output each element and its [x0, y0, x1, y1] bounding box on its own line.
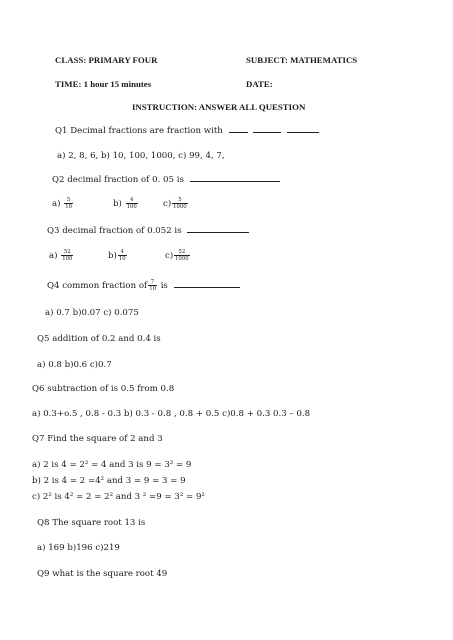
q1-blank-1: [229, 131, 248, 133]
q3-fraction-c: $\frac{52}{1000}$: [175, 249, 189, 262]
q9-question: Q9 what is the square root 49: [37, 569, 168, 579]
q8-question: Q8 The square root 13 is: [37, 518, 146, 528]
q6-question: Q6 subtraction of is 0.5 from 0.8: [32, 384, 175, 394]
q6-options: a) 0.3+o.5 , 0.8 - 0.3 b) 0.3 - 0.8 , 0.8 + 0.5 c)0.8 + 0.3 0.3 – 0.8: [32, 409, 311, 419]
q3-question: [47, 226, 249, 236]
q7-question: Q7 Find the square of 2 and 3: [32, 434, 163, 444]
q7-answer-b: b) 2 is 4 = 2 =4² and 3 = 9 = 3 = 9: [32, 476, 186, 486]
q2-option-c: c) $\frac{5}{1000}$: [163, 197, 187, 210]
q3-text: Q3 decimal fraction of 0.052 is: [47, 226, 182, 236]
q7-answer-a: a) 2 is 4 = 2² = 4 and 3 is 9 = 3² = 9: [32, 460, 192, 470]
q4-blank: [174, 286, 240, 288]
q2-option-b: b) $\frac{4}{100}$: [113, 197, 137, 210]
q2-fraction-c: $\frac{5}{1000}$: [173, 197, 187, 210]
q2-text: Q2 decimal fraction of 0. 05 is: [52, 175, 184, 185]
q3-option-b: b) $\frac{4}{10}$: [108, 249, 126, 262]
q3-option-c: c) $\frac{52}{1000}$: [165, 249, 189, 262]
subject-label: SUBJECT: MATHEMATICS: [246, 55, 358, 65]
q2-option-a: a) $\frac{5}{10}$: [52, 197, 72, 210]
q1-question: [55, 126, 319, 136]
q2-fraction-b: $\frac{4}{100}$: [126, 197, 137, 210]
q1-blank-3: [287, 131, 319, 133]
q8-options: a) 169 b)196 c)219: [37, 543, 120, 553]
q2-fraction-a: $\frac{5}{10}$: [65, 197, 72, 210]
q1-blank-2: [253, 131, 281, 133]
q3-fraction-a: $\frac{52}{100}$: [62, 249, 73, 262]
q3-option-a: a) $\frac{52}{100}$: [49, 249, 73, 262]
q5-options: a) 0.8 b)0.6 c)0.7: [37, 360, 112, 370]
q3-fraction-b: $\frac{4}{10}$: [118, 249, 126, 262]
q2-question: [52, 175, 280, 185]
q1-text: Q1 Decimal fractions are fraction with: [55, 126, 223, 136]
q4-options: a) 0.7 b)0.07 c) 0.075: [45, 308, 139, 318]
q7-answer-c: c) 2² is 4² = 2 = 2² and 3 ² =9 = 3² = 9²: [32, 492, 205, 502]
q3-blank: [187, 231, 249, 233]
q4-fraction: $\frac{7}{10}$: [149, 279, 156, 292]
date-label: DATE:: [246, 79, 273, 89]
q5-question: Q5 addition of 0.2 and 0.4 is: [37, 334, 161, 344]
class-label: CLASS: PRIMARY FOUR: [55, 55, 158, 65]
q4-question: Q4 common fraction of $\frac{7}{10}$ is: [47, 279, 240, 292]
q2-blank: [190, 180, 280, 182]
time-label: TIME: 1 hour 15 minutes: [55, 79, 152, 89]
q1-options: a) 2, 8, 6, b) 10, 100, 1000, c) 99, 4, 7,: [57, 151, 225, 161]
instruction: INSTRUCTION: ANSWER ALL QUESTION: [132, 102, 306, 112]
